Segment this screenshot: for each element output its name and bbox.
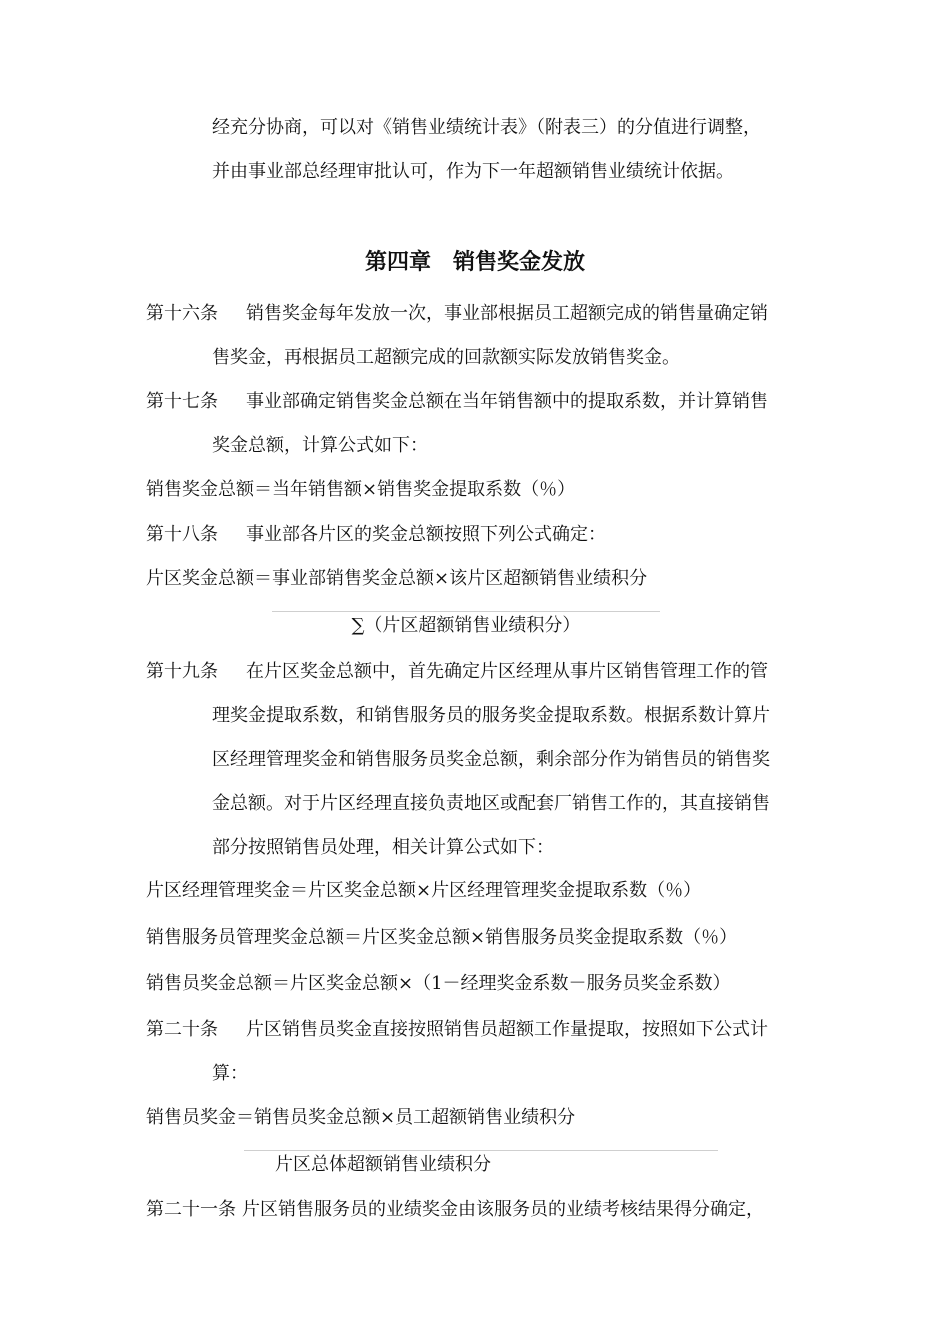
article-16-text-1: 销售奖金每年发放一次，事业部根据员工超额完成的销售量确定销 [246,303,768,324]
article-17-line-1 [146,390,768,414]
article-16-line-1 [146,302,768,326]
article-18-denominator: ∑（片区超额销售业绩积分） [351,615,581,636]
article-20-denominator: 片区总体超额销售业绩积分 [275,1154,491,1175]
article-19-line-2: 理奖金提取系数，和销售服务员的服务奖金提取系数。根据系数计算片 [212,705,770,726]
article-17-label: 第十七条 [146,391,218,412]
article-19-formula-2: 销售服务员管理奖金总额＝片区奖金总额×销售服务员奖金提取系数（％） [146,927,738,948]
article-17-formula: 销售奖金总额＝当年销售额×销售奖金提取系数（％） [146,479,576,500]
article-19-formula-1: 片区经理管理奖金＝片区奖金总额×片区经理管理奖金提取系数（％） [146,880,702,901]
article-19-line-1 [146,660,768,684]
chapter-title: 第四章 销售奖金发放 [364,249,585,275]
article-20-label: 第二十条 [146,1019,218,1040]
article-17-text-1: 事业部确定销售奖金总额在当年销售额中的提取系数，并计算销售 [246,391,768,412]
article-19-text-1: 在片区奖金总额中，首先确定片区经理从事片区销售管理工作的管 [246,661,768,682]
article-20-formula: 销售员奖金＝销售员奖金总额×员工超额销售业绩积分 [146,1107,576,1128]
article-20-line-2: 算： [212,1063,248,1084]
fraction-rule-1 [272,611,660,612]
article-19-line-3: 区经理管理奖金和销售服务员奖金总额，剩余部分作为销售员的销售奖 [212,749,770,770]
article-21-text-1: 片区销售服务员的业绩奖金由该服务员的业绩考核结果得分确定， [242,1199,764,1220]
article-19-line-5: 部分按照销售员处理，相关计算公式如下： [212,837,554,858]
article-19-label: 第十九条 [146,661,218,682]
intro-line-1: 经充分协商，可以对《销售业绩统计表》（附表三）的分值进行调整， [212,117,761,138]
fraction-rule-2 [244,1150,718,1151]
article-17-line-2: 奖金总额，计算公式如下： [212,435,428,456]
article-18-label: 第十八条 [146,524,218,545]
article-18-formula: 片区奖金总额＝事业部销售奖金总额×该片区超额销售业绩积分 [146,568,648,589]
article-16-label: 第十六条 [146,303,218,324]
article-18-line-1 [146,523,606,547]
intro-line-2: 并由事业部总经理审批认可，作为下一年超额销售业绩统计依据。 [212,161,734,182]
article-21-label: 第二十一条 [146,1199,236,1220]
article-19-line-4: 金总额。对于片区经理直接负责地区或配套厂销售工作的，其直接销售 [212,793,770,814]
article-21-line-1 [146,1198,764,1222]
article-19-formula-3: 销售员奖金总额＝片区奖金总额×（1－经理奖金系数－服务员奖金系数） [146,973,731,994]
article-20-text-1: 片区销售员奖金直接按照销售员超额工作量提取，按照如下公式计 [246,1019,768,1040]
article-20-line-1 [146,1018,768,1042]
article-18-text-1: 事业部各片区的奖金总额按照下列公式确定： [246,524,606,545]
article-16-line-2: 售奖金，再根据员工超额完成的回款额实际发放销售奖金。 [212,347,680,368]
